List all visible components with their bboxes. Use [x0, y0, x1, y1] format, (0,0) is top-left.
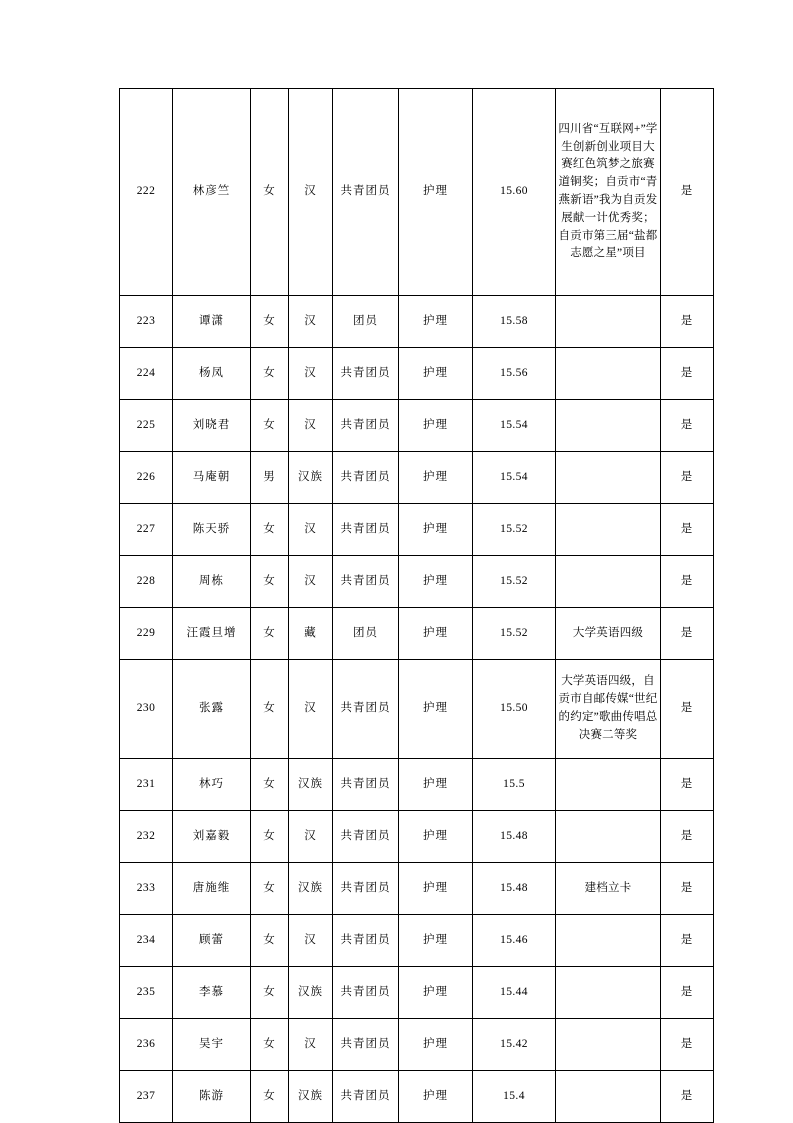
cell-major: 护理: [399, 504, 473, 556]
cell-name: 刘嘉毅: [173, 811, 251, 863]
cell-score: 15.44: [473, 967, 556, 1019]
cell-score: 15.42: [473, 1019, 556, 1071]
cell-remark: 大学英语四级，自贡市自邮传媒“世纪的约定”歌曲传唱总决赛二等奖: [556, 660, 661, 759]
cell-nation: 汉: [289, 1019, 333, 1071]
cell-flag: 是: [661, 504, 714, 556]
cell-politics: 共青团员: [333, 660, 399, 759]
cell-flag: 是: [661, 348, 714, 400]
table-row: [120, 556, 714, 608]
cell-sex: 女: [251, 863, 289, 915]
cell-politics: 共青团员: [333, 348, 399, 400]
cell-flag: 是: [661, 915, 714, 967]
cell-nation: 汉: [289, 915, 333, 967]
cell-sex: 女: [251, 400, 289, 452]
table-row: [120, 967, 714, 1019]
cell-name: 周栋: [173, 556, 251, 608]
cell-flag: 是: [661, 400, 714, 452]
cell-score: 15.52: [473, 556, 556, 608]
cell-sex: 女: [251, 1071, 289, 1123]
cell-name: 顾蕾: [173, 915, 251, 967]
table-row: [120, 296, 714, 348]
cell-score: 15.4: [473, 1071, 556, 1123]
cell-flag: 是: [661, 1019, 714, 1071]
cell-flag: 是: [661, 660, 714, 759]
cell-name: 唐施维: [173, 863, 251, 915]
cell-remark: [556, 967, 661, 1019]
cell-flag: 是: [661, 1071, 714, 1123]
cell-score: 15.48: [473, 863, 556, 915]
table-row: [120, 759, 714, 811]
cell-nation: 汉族: [289, 967, 333, 1019]
table-row: [120, 863, 714, 915]
cell-remark: [556, 915, 661, 967]
cell-score: 15.60: [473, 89, 556, 296]
cell-score: 15.52: [473, 504, 556, 556]
table-row: [120, 1019, 714, 1071]
cell-remark: [556, 1019, 661, 1071]
cell-no: 232: [120, 811, 173, 863]
cell-nation: 汉: [289, 556, 333, 608]
cell-major: 护理: [399, 1071, 473, 1123]
cell-nation: 汉: [289, 348, 333, 400]
cell-no: 230: [120, 660, 173, 759]
cell-score: 15.46: [473, 915, 556, 967]
cell-politics: 共青团员: [333, 1019, 399, 1071]
cell-score: 15.52: [473, 608, 556, 660]
cell-nation: 汉: [289, 660, 333, 759]
cell-major: 护理: [399, 348, 473, 400]
cell-flag: 是: [661, 296, 714, 348]
cell-flag: 是: [661, 556, 714, 608]
cell-sex: 女: [251, 296, 289, 348]
cell-major: 护理: [399, 400, 473, 452]
cell-no: 222: [120, 89, 173, 296]
cell-name: 吴宇: [173, 1019, 251, 1071]
table-row: [120, 504, 714, 556]
cell-sex: 女: [251, 1019, 289, 1071]
cell-score: 15.50: [473, 660, 556, 759]
cell-no: 223: [120, 296, 173, 348]
cell-score: 15.58: [473, 296, 556, 348]
cell-remark: [556, 452, 661, 504]
cell-sex: 男: [251, 452, 289, 504]
cell-flag: 是: [661, 452, 714, 504]
cell-name: 林巧: [173, 759, 251, 811]
cell-no: 229: [120, 608, 173, 660]
cell-score: 15.5: [473, 759, 556, 811]
cell-flag: 是: [661, 811, 714, 863]
table-row: [120, 660, 714, 759]
table-row: [120, 89, 714, 296]
cell-name: 杨凤: [173, 348, 251, 400]
cell-flag: 是: [661, 967, 714, 1019]
cell-no: 235: [120, 967, 173, 1019]
cell-nation: 汉族: [289, 452, 333, 504]
cell-nation: 汉: [289, 504, 333, 556]
cell-politics: 团员: [333, 608, 399, 660]
cell-major: 护理: [399, 556, 473, 608]
cell-politics: 共青团员: [333, 759, 399, 811]
cell-major: 护理: [399, 89, 473, 296]
cell-major: 护理: [399, 608, 473, 660]
cell-no: 231: [120, 759, 173, 811]
cell-flag: 是: [661, 608, 714, 660]
cell-sex: 女: [251, 504, 289, 556]
table-row: [120, 1071, 714, 1123]
cell-sex: 女: [251, 660, 289, 759]
table-row: [120, 608, 714, 660]
cell-major: 护理: [399, 452, 473, 504]
cell-major: 护理: [399, 811, 473, 863]
cell-remark: 建档立卡: [556, 863, 661, 915]
cell-politics: 共青团员: [333, 400, 399, 452]
cell-politics: 共青团员: [333, 556, 399, 608]
cell-remark: [556, 811, 661, 863]
cell-remark: 大学英语四级: [556, 608, 661, 660]
cell-name: 林彦竺: [173, 89, 251, 296]
cell-score: 15.48: [473, 811, 556, 863]
cell-remark: 四川省“互联网+”学生创新创业项目大赛红色筑梦之旅赛道铜奖；自贡市“青燕新语”我为自贡发展献一计优秀奖；自贡市第三届“盐都志愿之星”项目: [556, 89, 661, 296]
cell-name: 谭潇: [173, 296, 251, 348]
cell-no: 228: [120, 556, 173, 608]
roster-table: [119, 88, 714, 1123]
table-row: [120, 452, 714, 504]
cell-politics: 共青团员: [333, 811, 399, 863]
cell-major: 护理: [399, 1019, 473, 1071]
cell-name: 张露: [173, 660, 251, 759]
cell-major: 护理: [399, 863, 473, 915]
cell-sex: 女: [251, 967, 289, 1019]
cell-remark: [556, 556, 661, 608]
cell-remark: [556, 400, 661, 452]
cell-sex: 女: [251, 915, 289, 967]
cell-sex: 女: [251, 556, 289, 608]
cell-remark: [556, 348, 661, 400]
cell-sex: 女: [251, 608, 289, 660]
cell-remark: [556, 296, 661, 348]
roster-table-container: [119, 88, 713, 1123]
table-row: [120, 915, 714, 967]
cell-politics: 共青团员: [333, 863, 399, 915]
table-row: [120, 811, 714, 863]
cell-sex: 女: [251, 348, 289, 400]
cell-remark: [556, 759, 661, 811]
table-row: [120, 348, 714, 400]
cell-politics: 共青团员: [333, 504, 399, 556]
cell-no: 224: [120, 348, 173, 400]
cell-nation: 汉族: [289, 1071, 333, 1123]
cell-score: 15.56: [473, 348, 556, 400]
cell-sex: 女: [251, 89, 289, 296]
cell-major: 护理: [399, 660, 473, 759]
cell-score: 15.54: [473, 400, 556, 452]
cell-name: 马庵朝: [173, 452, 251, 504]
cell-no: 237: [120, 1071, 173, 1123]
cell-flag: 是: [661, 759, 714, 811]
cell-politics: 共青团员: [333, 452, 399, 504]
cell-politics: 共青团员: [333, 915, 399, 967]
cell-nation: 汉: [289, 296, 333, 348]
cell-name: 陈天骄: [173, 504, 251, 556]
cell-flag: 是: [661, 89, 714, 296]
cell-nation: 汉: [289, 89, 333, 296]
cell-no: 234: [120, 915, 173, 967]
cell-name: 刘晓君: [173, 400, 251, 452]
cell-no: 226: [120, 452, 173, 504]
cell-flag: 是: [661, 863, 714, 915]
cell-politics: 共青团员: [333, 89, 399, 296]
cell-name: 李慕: [173, 967, 251, 1019]
cell-no: 236: [120, 1019, 173, 1071]
cell-sex: 女: [251, 759, 289, 811]
cell-politics: 共青团员: [333, 1071, 399, 1123]
cell-no: 227: [120, 504, 173, 556]
cell-score: 15.54: [473, 452, 556, 504]
cell-nation: 汉族: [289, 759, 333, 811]
cell-name: 汪霞旦增: [173, 608, 251, 660]
cell-remark: [556, 1071, 661, 1123]
cell-nation: 汉: [289, 400, 333, 452]
cell-nation: 汉族: [289, 863, 333, 915]
cell-major: 护理: [399, 759, 473, 811]
cell-major: 护理: [399, 967, 473, 1019]
cell-politics: 团员: [333, 296, 399, 348]
cell-no: 225: [120, 400, 173, 452]
cell-no: 233: [120, 863, 173, 915]
cell-remark: [556, 504, 661, 556]
cell-major: 护理: [399, 296, 473, 348]
cell-nation: 汉: [289, 811, 333, 863]
cell-nation: 藏: [289, 608, 333, 660]
cell-major: 护理: [399, 915, 473, 967]
cell-politics: 共青团员: [333, 967, 399, 1019]
cell-name: 陈游: [173, 1071, 251, 1123]
cell-sex: 女: [251, 811, 289, 863]
table-row: [120, 400, 714, 452]
